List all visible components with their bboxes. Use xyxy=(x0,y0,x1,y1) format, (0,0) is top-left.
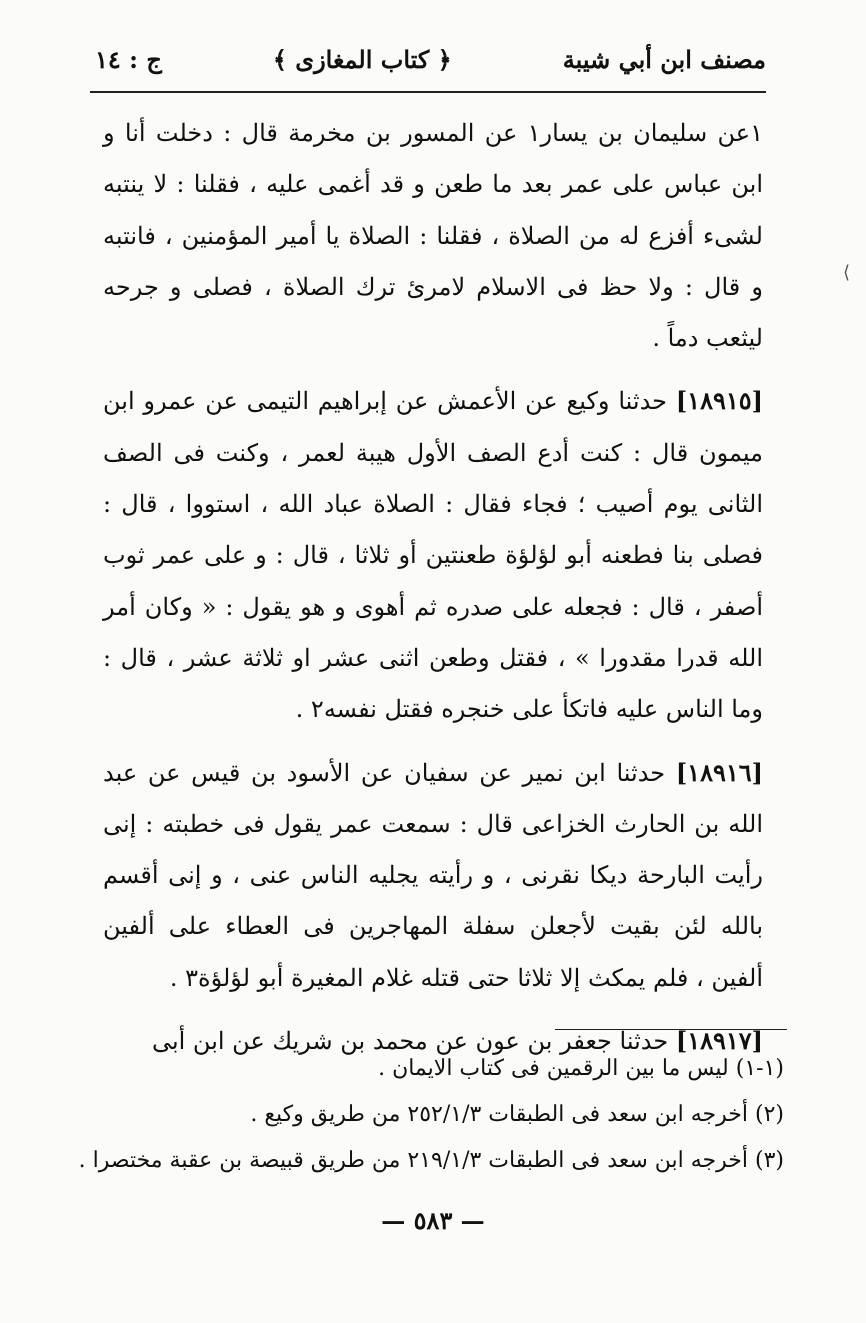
paragraph xyxy=(103,375,763,735)
footnotes xyxy=(78,1046,784,1184)
paragraph xyxy=(103,747,763,1004)
paragraph-text: حدثنا وكيع عن الأعمش عن إبراهيم التيمى عن عمرو ابن ميمون قال : كنت أدع الصف الأول هيبة لعمر ، وكنت فى الصف الثانى يوم أصيب ؛ فجاء فقال : الصلاة عباد الله ، استووا ، قال : فصلى بنا فطعنه أبو لؤلؤة طعنتين أو ثلاثا ، قال : و على عمر ثوب أصفر ، قال : فجعله على صدره ثم أهوى و هو يقول : « وكان أمر الله قدرا مقدورا » ، فقتل وطعن اثنى عشر او ثلاثة عشر ، قال : وما الناس عليه فاتكأ على خنجره فقتل نفسه٢ . xyxy=(103,387,763,724)
paragraph-text: حدثنا ابن نمير عن سفيان عن الأسود بن قيس عن عبد الله بن الحارث الخزاعى قال : سمعت عمر يقول فى خطبته : إنى رأيت البارحة ديكا نقرنى ، و رأيته يجليه الناس عنى ، و إنى أقسم بالله لئن بقيت لأجعلن سفلة المهاجرين فى العطاء على ألفين ألفين ، فلم يمكث إلا ثلاثا حتى قتله غلام المغيرة أبو لؤلؤة٣ . xyxy=(103,758,763,992)
footnote-divider xyxy=(555,1029,787,1030)
hadith-number: [١٨٩١٧] xyxy=(675,1026,763,1056)
footnote: (٣) أخرجه ابن سعد فى الطبقات ٢١٩/١/٣ من طريق قبيصة بن عقبة مختصرا . xyxy=(78,1148,784,1173)
paragraph-text: ١عن سليمان بن يسار١ عن المسور بن مخرمة قال : دخلت أنا و ابن عباس على عمر بعد ما طعن و قد أغمى عليه ، فقلنا : لا ينتبه لشىء أفزع له من الصلاة ، فقلنا : الصلاة يا أمير المؤمنين ، فانتبه و قال : ولا حظ فى الاسلام لامرئ ترك الصلاة ، فصلى و جرحه ليثعب دماً . xyxy=(103,119,763,353)
header-divider xyxy=(90,91,766,93)
page-number: — ٥٨٣ — xyxy=(381,1206,485,1235)
main-text xyxy=(103,108,763,1067)
volume-number: ج : ١٤ xyxy=(95,44,162,74)
book-title: مصنف ابن أبي شيبة xyxy=(562,44,766,74)
section-title: ﴿ كتاب المغازى ﴾ xyxy=(272,44,452,74)
hadith-number: [١٨٩١٥] xyxy=(675,386,763,416)
footnote: (١-١) ليس ما بين الرقمين فى كتاب الايمان . xyxy=(378,1056,784,1081)
page-header xyxy=(95,28,766,90)
paragraph xyxy=(103,108,763,364)
paragraph-text: حدثنا جعفر بن عون عن محمد بن شريك عن ابن أبى xyxy=(151,1027,669,1056)
margin-mark: ⟨ xyxy=(843,262,851,283)
footnote: (٢) أخرجه ابن سعد فى الطبقات ٢٥٢/١/٣ من طريق وكيع . xyxy=(250,1102,784,1127)
hadith-number: [١٨٩١٦] xyxy=(675,757,763,787)
